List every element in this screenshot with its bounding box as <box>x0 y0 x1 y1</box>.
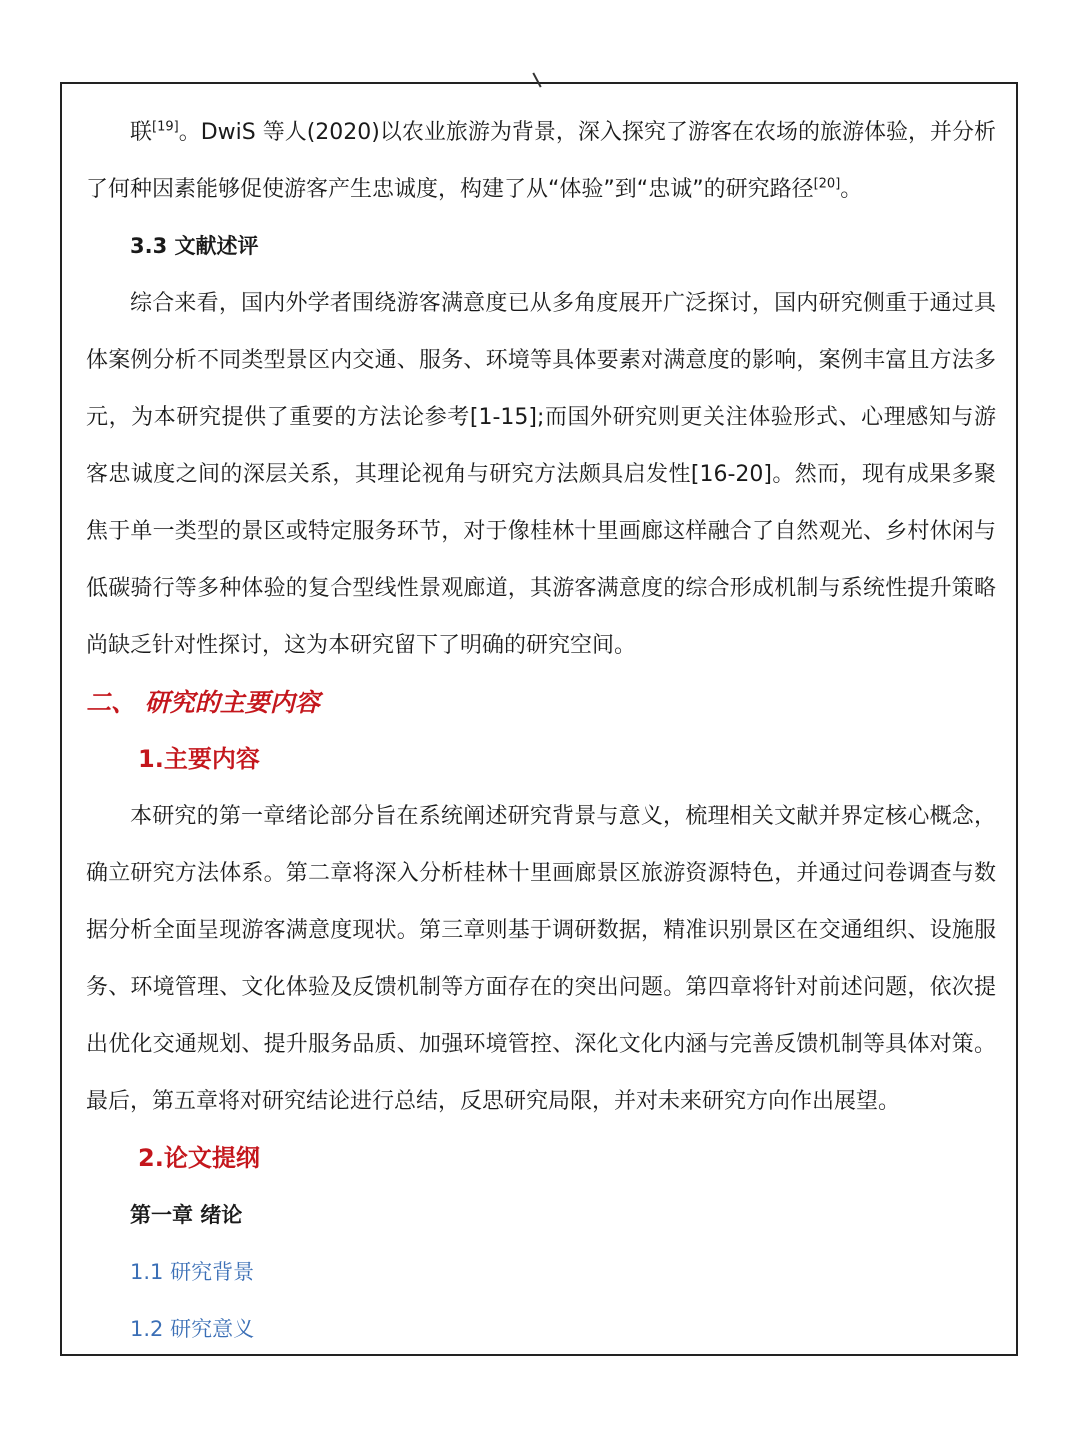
outline-item-1-1[interactable]: 1.1 研究背景 <box>130 1260 255 1284</box>
continuation-text-c: 。 <box>840 177 863 202</box>
continuation-text-a: 联 <box>130 120 153 145</box>
review-heading: 3.3 文献述评 <box>130 234 259 258</box>
continuation-paragraph <box>86 104 996 218</box>
citation-20: [20] <box>813 176 841 192</box>
document-body <box>86 104 996 1358</box>
section-2-heading: 二、 研究的主要内容 <box>86 688 320 717</box>
outline-heading: 2.论文提纲 <box>138 1144 260 1172</box>
citation-19: [19] <box>152 119 179 135</box>
main-content-paragraph: 本研究的第一章绪论部分旨在系统阐述研究背景与意义，梳理相关文献并界定核心概念，确立研究方法体系。第二章将深入分析桂林十里画廊景区旅游资源特色，并通过问卷调查与数据分析全面呈现游客满意度现状。第三章则基于调研数据，精准识别景区在交通组织、设施服务、环境管理、文化体验及反馈机制等方面存在的突出问题。第四章将针对前述问题，依次提出优化交通规划、提升服务品质、加强环境管控、深化文化内涵与完善反馈机制等具体对策。最后，第五章将对研究结论进行总结，反思研究局限，并对未来研究方向作出展望。 <box>86 804 996 1114</box>
outline-chapter-1: 第一章 绪论 <box>130 1203 243 1227</box>
main-content-heading: 1.主要内容 <box>138 745 260 773</box>
review-paragraph: 综合来看，国内外学者围绕游客满意度已从多角度展开广泛探讨，国内研究侧重于通过具体案例分析不同类型景区内交通、服务、环境等具体要素对满意度的影响，案例丰富且方法多元，为本研究提供了重要的方法论参考[1-15];而国外研究则更关注体验形式、心理感知与游客忠诚度之间的深层关系，其理论视角与研究方法颇具启发性[16-20]。然而，现有成果多聚焦于单一类型的景区或特定服务环节，对于像桂林十里画廊这样融合了自然观光、乡村休闲与低碳骑行等多种体验的复合型线性景观廊道，其游客满意度的综合形成机制与系统性提升策略尚缺乏针对性探讨，这为本研究留下了明确的研究空间。 <box>86 291 996 658</box>
continuation-text-b: 。DwiS 等人(2020)以农业旅游为背景，深入探究了游客在农场的旅游体验，并分析了何种因素能够促使游客产生忠诚度，构建了从“体验”到“忠诚”的研究路径 <box>86 120 996 202</box>
outline-item-1-2[interactable]: 1.2 研究意义 <box>130 1317 255 1341</box>
